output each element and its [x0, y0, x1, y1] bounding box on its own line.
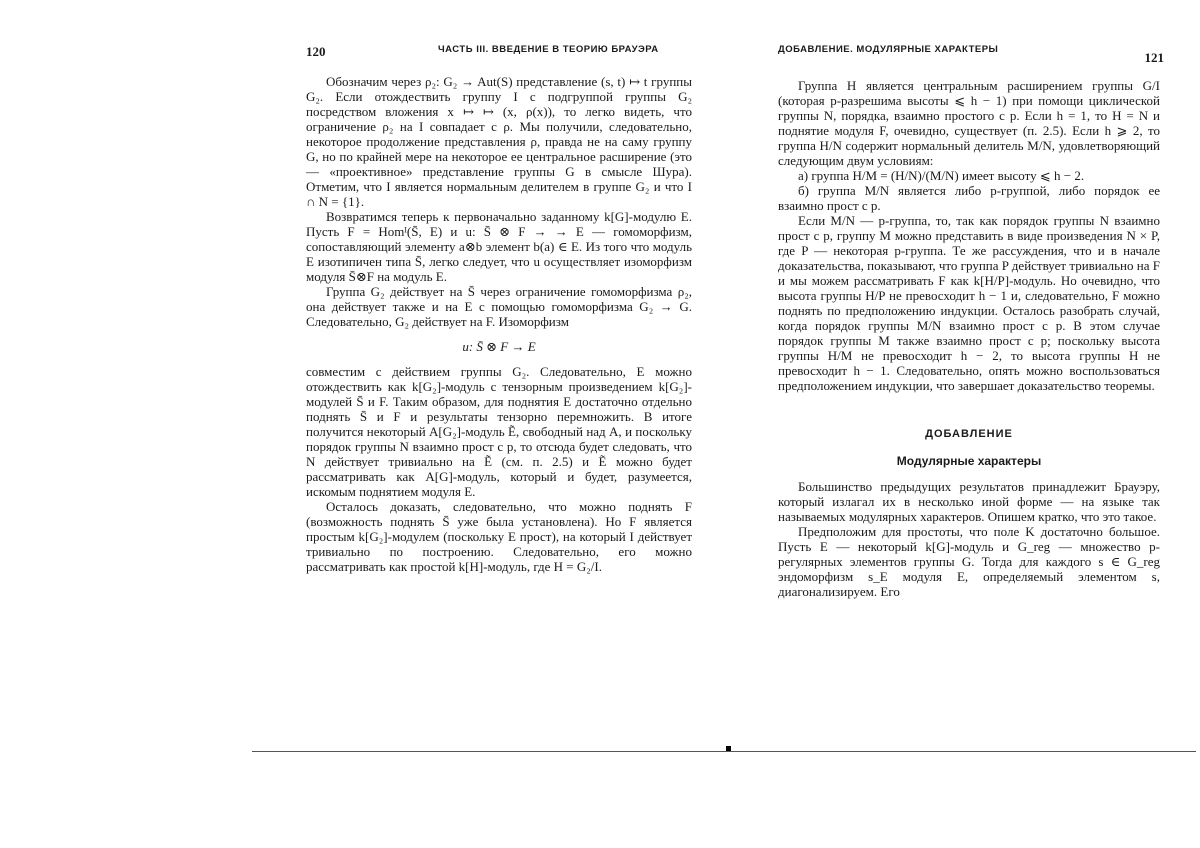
page-number: 121 [1144, 50, 1164, 65]
list-item: б) группа M/N является либо p-группой, либо порядок ее взаимно прост с p. [778, 183, 1160, 213]
page-number: 120 [306, 44, 326, 59]
page-body [778, 78, 1160, 599]
paragraph: Обозначим через ρ₂: G₂ → Aut(S) представление (s, t) ↦ t группы G₂. Если отождествить группу I с подгруппой группы G₂ посредством вложения x ↦ ↦ (x, ρ(x)), то легко видеть, что ограничение ρ₂ на I совпадает с ρ. Мы получили, следовательно, некоторое продолжение представления ρ, правда не на саму группу G, но по крайней мере на некоторое ее центральное расширение (это — «проективное» представление группы G в смысле Шура). Отметим, что I является нормальным делителем в группе G₂ и что I ∩ N = {1}. [306, 74, 692, 209]
formula: u: S̄ ⊗ F → E [462, 339, 536, 354]
paragraph: Если M/N — p-группа, то, так как порядок группы N взаимно прост с p, группу M можно представить в виде произведения N × P, где P — некоторая p-группа. Те же рассуждения, что и в начале доказательства, показывают, что группа P действует тривиально на F и мы можем рассматривать F как k[H/P]-модуль. Но очевидно, что высота группы H/P не превосходит h − 1 и, следовательно, F можно поднять по предположению индукции. Осталось разобрать случай, когда порядок группы M/N взаимно прост с p. В этом случае порядок группы M также взаимно прост с p; поскольку высота группы H/M не превосходит h − 2, то высота группы H не превосходит h − 1. Следовательно, опять можно воспользоваться предположением индукции, что завершает доказательство теоремы. [778, 213, 1160, 393]
page-body [306, 74, 692, 574]
list-item: а) группа H/M = (H/N)/(M/N) имеет высоту ⩽ h − 2. [798, 168, 1085, 183]
section-heading: ДОБАВЛЕНИЕ [925, 428, 1013, 440]
paragraph: совместим с действием группы G₂. Следовательно, E можно отождествить как k[G₂]-модуль с тензорным произведением k[G₂]-модулей S̄ и F. Таким образом, для поднятия E достаточно отдельно поднять S̄ и F и результаты тензорно перемножить. В итоге получится некоторый A[G₂]-модуль Ẽ, свободный над A, и поскольку порядок группы N взаимно прост с p, то отсюда будет следовать, что N действует тривиально на Ẽ (см. п. 2.5) и Ẽ можно будет рассматривать как A[G]-модуль, который и будет, разумеется, искомым поднятием модуля E. [306, 364, 692, 499]
subsection-heading: Модулярные характеры [896, 454, 1042, 468]
paragraph: Возвратимся теперь к первоначально заданному k[G]-модулю E. Пусть F = Homᴵ(S̄, E) и u: S̄ ⊗ F → → E — гомоморфизм, сопоставляющий элементу a⊗b элемент b(a) ∈ E. Из того что модуль E изотипичен типа S̄, легко следует, что u осуществляет изоморфизм модуля S̄⊗F на модуль E. [306, 209, 692, 284]
running-head: ДОБАВЛЕНИЕ. МОДУЛЯРНЫЕ ХАРАКТЕРЫ [778, 44, 999, 55]
paragraph: Осталось доказать, следовательно, что можно поднять F (возможность поднять S̄ уже была установлена). Но F является простым k[G₂]-модулем (поскольку E прост), на который I действует тривиально по построению. Следовательно, его можно рассматривать как простой k[H]-модуль, где H = G₂/I. [306, 499, 692, 574]
running-head: ЧАСТЬ III. ВВЕДЕНИЕ В ТЕОРИЮ БРАУЭРА [438, 44, 659, 55]
scan-mark [726, 746, 731, 751]
page-bottom-rule [252, 751, 1196, 752]
paragraph: Большинство предыдущих результатов принадлежит Брауэру, который излагал их в несколько иной форме — на языке так называемых модулярных характеров. Опишем кратко, что это такое. [778, 479, 1160, 524]
paragraph: Группа H является центральным расширением группы G/I (которая p-разрешима высоты ⩽ h − 1) при помощи циклической группы N, порядка, взаимно простого с p. Если h = 1, то H = N и поднятие модуля F, очевидно, существует (п. 2.5). Если h ⩾ 2, то группа H/N содержит нормальный делитель M/N, удовлетворяющий следующим двум условиям: [778, 78, 1160, 168]
paragraph: Группа G₂ действует на S̄ через ограничение гомоморфизма ρ₂, она действует также и на E с помощью гомоморфизма G₂ → G. Следовательно, G₂ действует на F. Изоморфизм [306, 284, 692, 329]
paragraph: Предположим для простоты, что поле K достаточно большое. Пусть E — некоторый k[G]-модуль и G_reg — множество p-регулярных элементов группы G. Тогда для каждого s ∈ G_reg эндоморфизм s_E модуля E, определяемый элементом s, диагонализируем. Его [778, 524, 1160, 599]
